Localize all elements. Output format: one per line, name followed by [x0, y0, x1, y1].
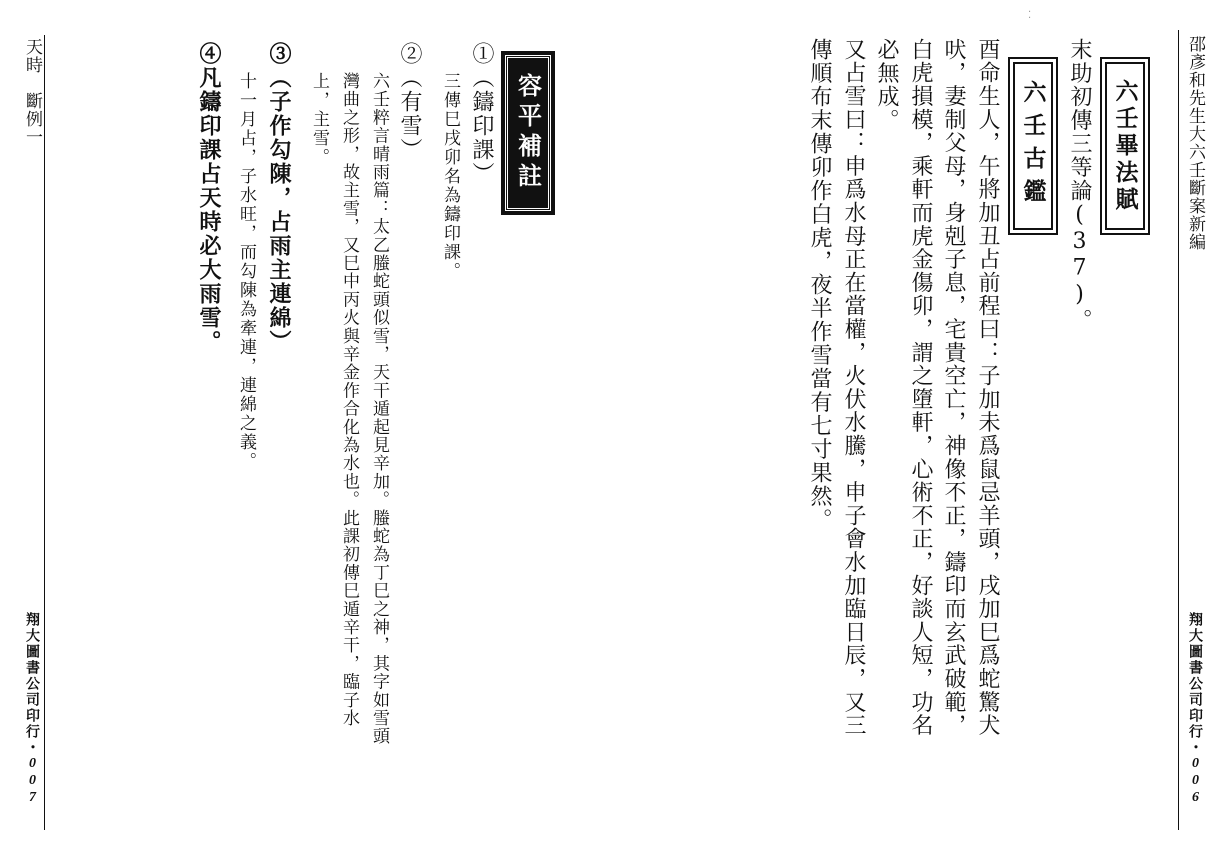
page-number: 007 [25, 756, 40, 807]
title-box-rongping: 容平補註 [505, 55, 551, 211]
right-page-footer [1185, 612, 1205, 807]
text-line: 白虎損模，乘軒而虎金傷卯，謂之墮軒，心術不正，好談人短，功名 [908, 38, 933, 737]
note-line: 六壬粹言晴雨篇：太乙螣蛇頭似雪，天干遁起見辛加。螣蛇為丁巳之神，其字如雪頭 [369, 72, 389, 746]
note-heading: ④凡鑄印課占天時必大雨雪。 [196, 42, 222, 354]
left-margin-rule [44, 35, 45, 830]
text-line [976, 38, 998, 737]
text-line: 傳順布末傳卯作白虎，夜半作雪當有七寸果然。 [807, 38, 832, 532]
note-line: 上，主雪。 [309, 72, 329, 167]
text-line: 吠，妻制父母，身剋子息，宅貴空亡，神像不正，鑄印而玄武破範， [941, 38, 966, 737]
scan-speck: ⁚ [1028, 10, 1032, 21]
left-page-header: 天時 斷例一 [22, 38, 42, 146]
note-line: 三傳巳戌卯名為鑄印課。 [440, 72, 460, 281]
text-line: 末助初傳三等論(37)。 [1067, 38, 1092, 332]
right-margin-rule [1178, 30, 1179, 830]
page-number: 006 [1188, 756, 1203, 807]
text-line-content: 酉命生人，午將加丑占前程曰：子加未爲鼠忌羊頭，戌加巳爲蛇驚犬 [975, 38, 1000, 737]
note-heading: ③（子作勾陳，占雨主連綿） [266, 42, 292, 354]
right-page-header: 邵彥和先生大六壬斷案新編 [1185, 35, 1205, 251]
note-heading: ①（鑄印課） [469, 42, 494, 186]
publisher-label: 翔大圖書公司印行・ [1187, 612, 1203, 756]
note-line: 十一月占，子水旺，而勾陳為牽連，連綿之義。 [236, 72, 256, 471]
title-box-bifa: 六壬畢法賦 [1105, 62, 1145, 230]
text-line: 又占雪曰：申爲水母正在當權，火伏水騰，申子會水加臨日辰，又三 [841, 38, 866, 737]
text-line: 必無成。 [874, 38, 899, 132]
note-heading: ②（有雪） [397, 42, 422, 162]
note-line: 灣曲之形，故主雪，又巳中丙火與辛金作合化為水也。此課初傳巳遁辛干，臨子水 [339, 72, 359, 728]
title-box-gujian: 六壬古鑑 [1013, 62, 1053, 230]
left-page-footer [22, 612, 42, 807]
publisher-label: 翔大圖書公司印行・ [24, 612, 40, 756]
